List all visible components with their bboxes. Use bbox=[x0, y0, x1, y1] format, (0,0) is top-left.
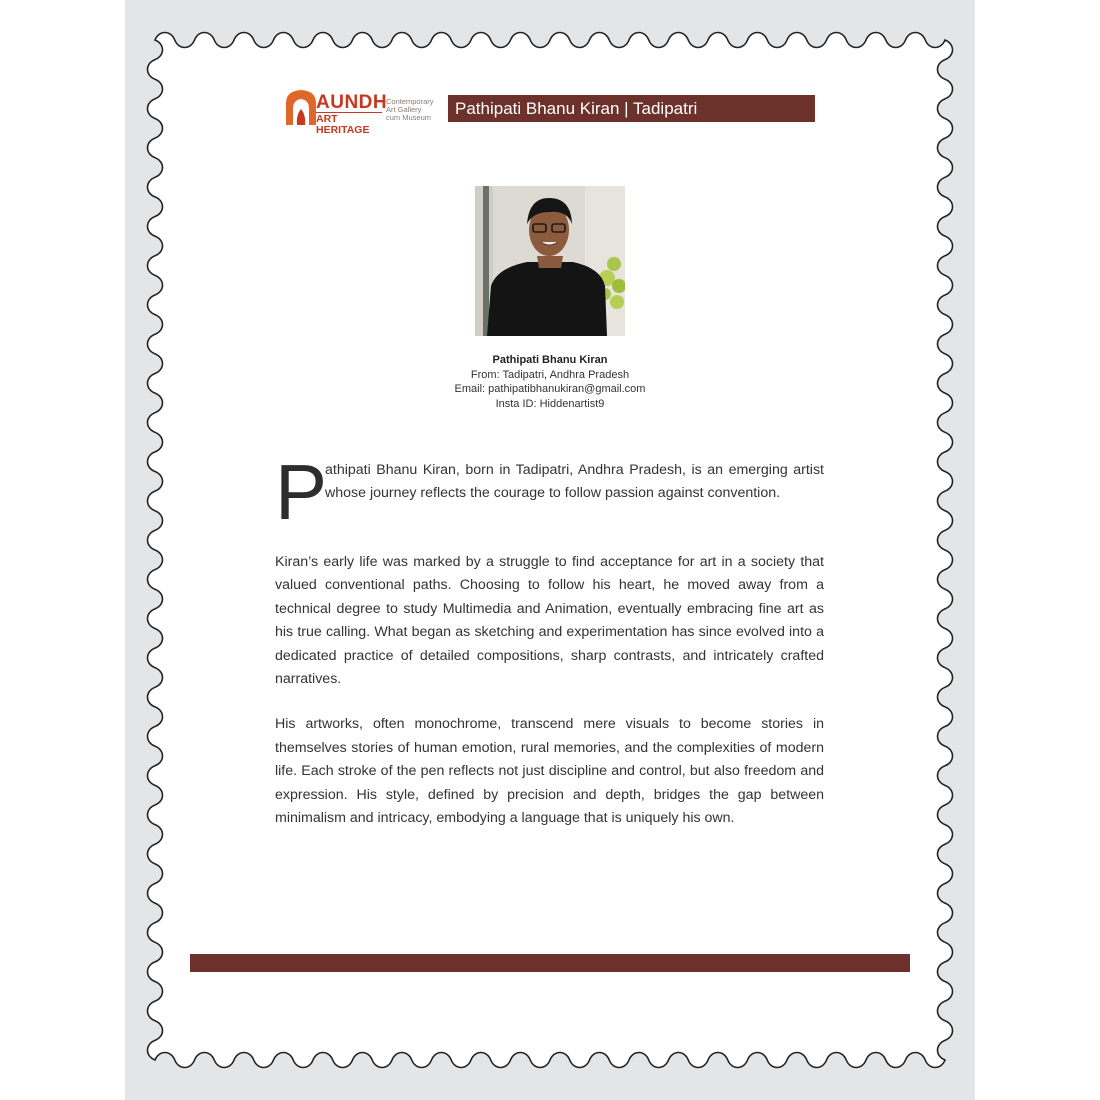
logo-arch-icon bbox=[284, 89, 318, 125]
article-body bbox=[275, 448, 824, 830]
article-paragraph: Kiran’s early life was marked by a struggle to find acceptance for art in a society that valued conventional paths. Choosing to follow his heart, he moved away from a technical degree to study Multimedia and Animation, eventually embracing fine art as his true calling. What began as sketching and experimentation has since evolved into a dedicated practice of detailed compositions, sharp contrasts, and intricately crafted narratives. bbox=[275, 554, 824, 688]
page-title: Pathipati Bhanu Kiran | Tadipatri bbox=[448, 95, 815, 122]
logo-tagline-line: Contemporary bbox=[386, 97, 434, 106]
logo-tagline-line: cum Museum bbox=[386, 113, 432, 122]
artist-photo bbox=[475, 186, 625, 336]
logo-tagline bbox=[386, 98, 434, 122]
aundh-art-heritage-logo bbox=[284, 89, 444, 136]
footer-bar bbox=[190, 954, 910, 972]
article-paragraph-text: athipati Bhanu Kiran, born in Tadipatri, Andhra Pradesh, is an emerging artist whose journey reflects the courage to follow passion against convention. bbox=[325, 462, 824, 502]
drop-cap: P bbox=[275, 448, 328, 536]
artist-name: Pathipati Bhanu Kiran bbox=[492, 354, 608, 366]
article-paragraph: His artworks, often monochrome, transcend mere visuals to become stories in themselves stories of human emotion, rural memories, and the complexities of modern life. Each stroke of the pen reflects not just discipline and control, but also freedom and expression. His style, defined by precision and depth, bridges the gap between minimalism and intricacy, embodying a language that is uniquely his own. bbox=[275, 716, 824, 827]
logo-tagline-line: Art Gallery bbox=[386, 105, 422, 114]
article-paragraph bbox=[275, 448, 824, 536]
artist-email: Email: pathipatibhanukiran@gmail.com bbox=[454, 383, 646, 395]
artist-origin: From: Tadipatri, Andhra Pradesh bbox=[470, 368, 630, 381]
artist-contact-card bbox=[350, 353, 750, 411]
logo-name: AUNDH bbox=[316, 92, 388, 113]
artist-instagram: Insta ID: Hiddenartist9 bbox=[495, 397, 605, 410]
logo-subtitle: ART HERITAGE bbox=[316, 112, 382, 136]
